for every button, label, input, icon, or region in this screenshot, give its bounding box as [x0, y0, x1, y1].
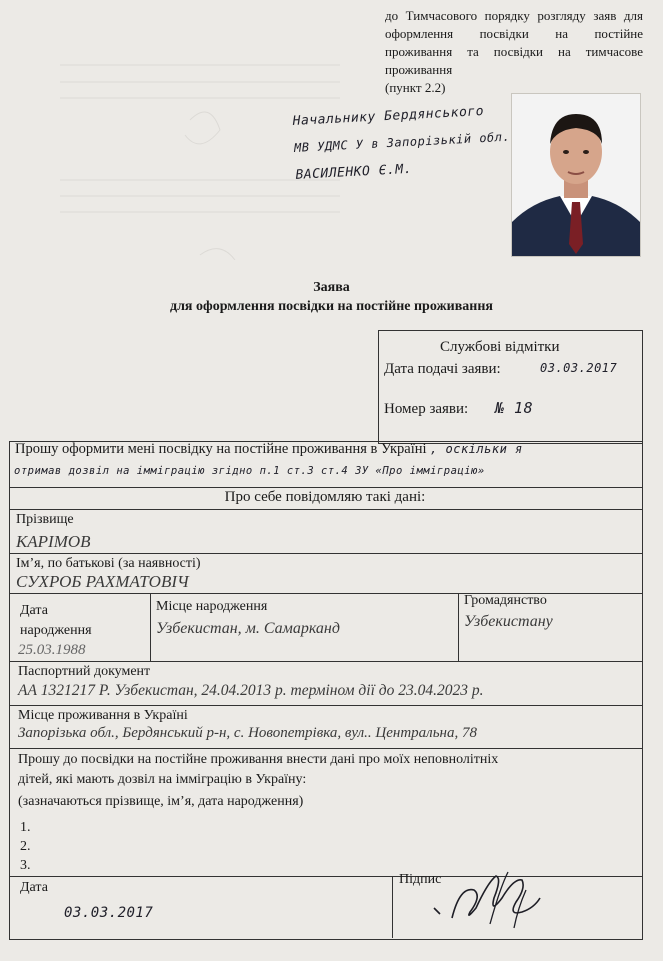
submission-date-value: 03.03.2017: [540, 361, 618, 375]
child-item-3: 3.: [20, 858, 31, 873]
reference-point: (пункт 2.2): [385, 80, 446, 95]
application-number-label: Номер заяви:: [384, 401, 469, 417]
row-divider: [9, 661, 642, 662]
col-divider: [150, 593, 151, 661]
document-subtitle: для оформлення посвідки на постійне проживання: [170, 299, 493, 314]
surname-value: КАРІМОВ: [16, 532, 91, 551]
handwritten-signature-icon: [430, 868, 560, 933]
name-label: Ім’я, по батькові (за наявності): [16, 556, 201, 571]
passport-label: Паспортний документ: [18, 664, 151, 679]
row-divider: [9, 593, 642, 594]
name-value: СУХРОБ РАХМАТОВІЧ: [16, 572, 189, 591]
children-note: (зазначаються прізвище, ім’я, дата народження): [18, 794, 304, 809]
about-self-header: Про себе повідомляю такі дані:: [224, 489, 426, 505]
reference-text: [385, 7, 643, 97]
residence-label: Місце проживання в Україні: [18, 708, 188, 723]
footer-date-value: 03.03.2017: [64, 905, 154, 921]
citizenship-label: Громадянство: [464, 593, 547, 608]
row-divider: [9, 553, 642, 554]
signature-mark: [430, 868, 560, 933]
official-marks-header: Службові відмітки: [440, 339, 560, 355]
dob-value: 25.03.1988: [18, 642, 86, 658]
passport-value: АА 1321217 Р. Узбекистан, 24.04.2013 р. терміном дії до 23.04.2023 р.: [18, 682, 484, 699]
children-text-2: дітей, які мають дозвіл на імміграцію в Україну:: [18, 772, 307, 787]
addressee-line-2: МВ УДМС У в Запорізькій обл.: [293, 129, 511, 155]
row-divider: [9, 509, 642, 510]
row-divider: [9, 705, 642, 706]
children-text-1: Прошу до посвідки на постійне проживання внести дані про моїх неповнолітніх: [18, 752, 499, 767]
submission-date-label: Дата подачі заяви:: [384, 361, 501, 377]
surname-label: Прізвище: [16, 512, 74, 527]
residence-value: Запорізька обл., Бердянський р-н, с. Новопетрівка, вул.. Центральна, 78: [18, 725, 477, 741]
citizenship-value: Узбекистану: [464, 613, 553, 630]
birthplace-value: Узбекистан, м. Самарканд: [156, 620, 340, 637]
applicant-photo: [511, 93, 641, 257]
birthplace-label: Місце народження: [156, 599, 268, 614]
request-handwritten-1: , оскільки я: [430, 442, 523, 456]
col-divider: [458, 593, 459, 661]
row-divider: [9, 748, 642, 749]
child-item-2: 2.: [20, 839, 31, 854]
child-item-1: 1.: [20, 820, 31, 835]
signature-label: Підпис: [399, 872, 442, 887]
row-divider: [9, 487, 642, 488]
addressee-line-1: Начальнику Бердянського: [292, 103, 485, 129]
addressee-block: [292, 96, 516, 188]
footer-date-label: Дата: [20, 880, 48, 895]
dob-label-2: народження: [20, 623, 92, 638]
request-handwritten-2: отримав дозвіл на імміграцію згідно п.1 ст.3 ст.4 ЗУ «Про імміграцію»: [14, 465, 485, 477]
person-photo-icon: [512, 94, 640, 256]
dob-label-1: Дата: [20, 603, 48, 618]
application-number-value: № 18: [495, 399, 534, 417]
document-title: Заява: [313, 280, 350, 295]
reference-body: до Тимчасового порядку розгляду заяв для оформлення посвідки на постійне проживання та посвідки на тимчасове проживання: [385, 8, 643, 77]
request-printed: Прошу оформити мені посвідку на постійне проживання в Україні: [15, 441, 427, 457]
request-text: [15, 441, 523, 458]
col-divider: [392, 876, 393, 938]
addressee-line-3: ВАСИЛЕНКО Є.М.: [295, 161, 413, 183]
